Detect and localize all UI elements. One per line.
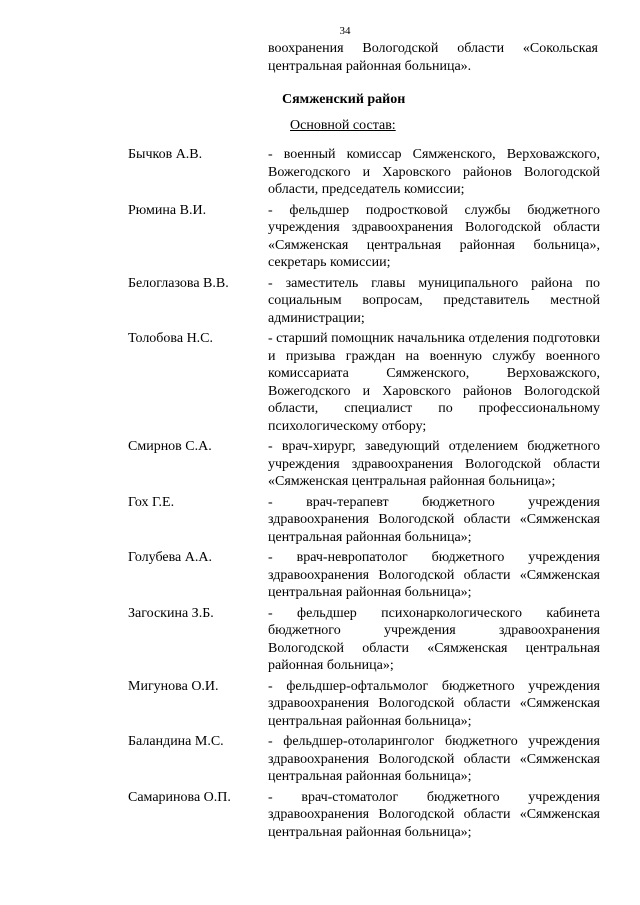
- member-description: - врач-стоматолог бюджетного учреждения здравоохранения Вологодской области «Сямженская центральная районная больница»;: [268, 789, 600, 840]
- member-list: [128, 146, 600, 844]
- member-name: Самаринова О.П.: [128, 789, 231, 805]
- member-row: [128, 438, 600, 491]
- member-name: Мигунова О.И.: [128, 678, 219, 694]
- intro-paragraph: воохранения Вологодской области «Сокольская центральная районная больница».: [268, 41, 598, 74]
- member-row: [128, 330, 600, 435]
- member-row: [128, 678, 600, 731]
- member-description: - старший помощник начальника отделения подготовки и призыва граждан на военную службу военного комиссариата Сямженского, Верховажского, Вожегодского и Харовского районов Вологодской области, специалист по профессиональному психологическому отбору;: [268, 331, 600, 434]
- member-name: Толобова Н.С.: [128, 331, 214, 346]
- member-description: - врач-невропатолог бюджетного учреждения здравоохранения Вологодской области «Сямженская центральная районная больница»;: [268, 550, 600, 600]
- member-name: Бычков А.В.: [128, 147, 203, 162]
- member-name: Рюмина В.И.: [128, 202, 207, 218]
- member-row: [128, 275, 600, 328]
- member-row: [128, 733, 600, 786]
- member-name: Баландина М.С.: [128, 734, 224, 749]
- member-description: - врач-терапевт бюджетного учреждения здравоохранения Вологодской области «Сямженская центральная районная больница»;: [268, 494, 600, 545]
- member-name: Белоглазова В.В.: [128, 275, 229, 291]
- section-title: Сямженский район: [282, 92, 406, 107]
- member-row: [128, 549, 600, 602]
- member-name: Загоскина З.Б.: [128, 605, 214, 621]
- member-name: Смирнов С.А.: [128, 439, 212, 454]
- member-row: [128, 146, 600, 199]
- member-name: Голубева А.А.: [128, 550, 212, 565]
- member-description: - фельдшер-отоларинголог бюджетного учреждения здравоохранения Вологодской области «Сямженская центральная районная больница»;: [268, 734, 600, 784]
- member-row: [128, 202, 600, 272]
- page-number: 34: [339, 25, 351, 37]
- member-row: [128, 605, 600, 675]
- member-row: [128, 789, 600, 842]
- member-description: - фельдшер подростковой службы бюджетного учреждения здравоохранения Вологодской области «Сямженская центральная районная больница», секретарь комиссии;: [268, 202, 600, 270]
- member-description: - фельдшер-офтальмолог бюджетного учреждения здравоохранения Вологодской области «Сямженская центральная районная больница»;: [268, 678, 600, 729]
- member-description: - заместитель главы муниципального района по социальным вопросам, представитель местной администрации;: [268, 275, 600, 326]
- member-row: [128, 494, 600, 547]
- member-description: - фельдшер психонаркологического кабинета бюджетного учреждения здравоохранения Вологодской области «Сямженская центральная районная больница»;: [268, 605, 600, 673]
- member-description: - военный комиссар Сямженского, Верховажского, Вожегодского и Харовского районов Вологодской области, председатель комиссии;: [268, 147, 600, 197]
- member-name: Гох Г.Е.: [128, 494, 175, 510]
- subsection-title: Основной состав:: [290, 118, 396, 133]
- member-description: - врач-хирург, заведующий отделением бюджетного учреждения здравоохранения Вологодской области «Сямженская центральная районная больница»;: [268, 439, 600, 489]
